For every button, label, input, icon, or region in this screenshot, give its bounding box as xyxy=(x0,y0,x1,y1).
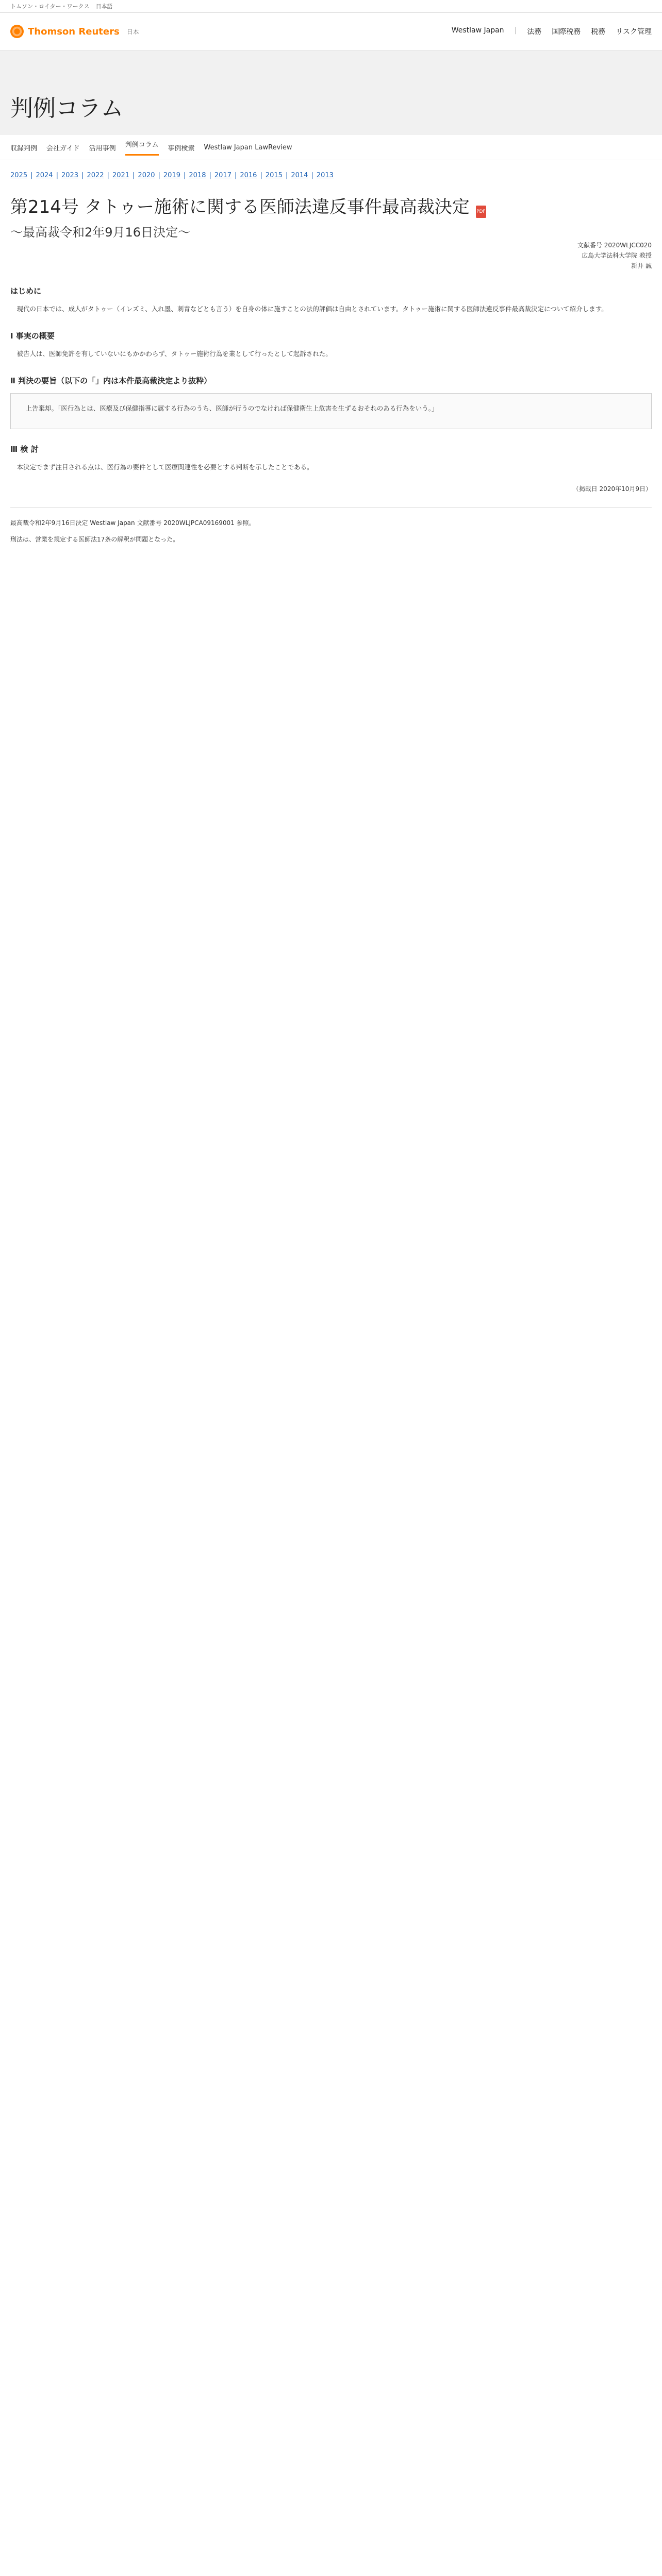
article xyxy=(0,188,662,545)
year-link[interactable]: 2016 xyxy=(240,172,257,179)
hero-banner xyxy=(0,50,662,135)
main-nav: Westlaw Japan | 法務 国際税務 税務 リスク管理 xyxy=(451,26,652,36)
section-heading: Ⅰ 事実の概要 xyxy=(10,331,55,341)
year-link[interactable]: 2022 xyxy=(87,172,104,179)
year-link[interactable]: 2019 xyxy=(163,172,180,179)
year-link[interactable]: 2018 xyxy=(189,172,206,179)
nav-westlaw[interactable]: Westlaw Japan xyxy=(451,26,504,35)
year-link[interactable]: 2015 xyxy=(265,172,283,179)
hero-title: 判例コラム xyxy=(10,95,124,122)
logo-icon xyxy=(10,25,24,38)
sub-navigation xyxy=(0,135,662,160)
publish-date: （掲載日 2020年10月9日） xyxy=(572,485,652,493)
brand-logo[interactable] xyxy=(10,25,120,38)
footnotes xyxy=(10,507,652,545)
paragraph: 本決定でまず注目される点は、医行為の要件として医療関連性を必要とする判断を示したことである。 xyxy=(16,463,313,471)
subnav-columns[interactable]: 判例コラム xyxy=(125,139,159,156)
year-link[interactable]: 2021 xyxy=(112,172,130,179)
top-bar xyxy=(0,0,662,13)
article-subtitle: 〜最高裁令和2年9月16日決定〜 xyxy=(10,225,191,240)
nav-risk[interactable]: リスク管理 xyxy=(616,28,652,36)
subnav-examples[interactable]: 活用事例 xyxy=(89,144,116,152)
paragraph: 被告人は、医師免許を有していないにもかかわらず、タトゥー施術行為を業として行ったとして起訴された。 xyxy=(16,350,332,358)
article-title: 第214号 タトゥー施術に関する医師法違反事件最高裁決定 xyxy=(10,197,470,217)
year-links: 2025 | 2024 | 2023 | 2022 | 2021 | 2020 | 2019 | 2018 | 2017 | 2016 | 2015 | 2014 | 2013 xyxy=(10,172,334,179)
section-heading: Ⅲ 検 討 xyxy=(10,445,39,454)
nav-tax[interactable]: 税務 xyxy=(591,28,606,36)
author-affiliation: 広島大学法科大学院 教授 xyxy=(582,252,652,259)
author-name: 新井 誠 xyxy=(631,262,652,269)
footnote: 最高裁令和2年9月16日決定 Westlaw Japan 文献番号 2020WLJPCA09169001 参照。 xyxy=(10,519,255,527)
topbar-link[interactable]: トムソン・ロイター・ワークス xyxy=(10,3,90,10)
brand-name: Thomson Reuters xyxy=(28,26,120,37)
section-heading: Ⅱ 判決の要旨（以下の「」内は本件最高裁決定より抜粋） xyxy=(10,376,212,385)
author-block xyxy=(10,240,652,271)
subnav-search[interactable]: 事例検索 xyxy=(168,144,195,152)
paragraph: 上告棄却。「医行為とは、医療及び保健指導に属する行為のうち、医師が行うのでなければ保健衛生上危害を生ずるおそれのある行為をいう。」 xyxy=(25,404,438,412)
document-number: 文献番号 2020WLJCC020 xyxy=(577,242,652,249)
year-link[interactable]: 2017 xyxy=(214,172,231,179)
subnav-cases[interactable]: 収録判例 xyxy=(10,144,38,152)
topbar-lang[interactable]: 日本語 xyxy=(95,3,113,10)
year-link[interactable]: 2013 xyxy=(316,172,334,179)
header xyxy=(0,13,662,50)
year-link[interactable]: 2023 xyxy=(61,172,79,179)
paragraph: 現代の日本では、成人がタトゥー（イレズミ、入れ墨、刺青などとも言う）を自身の体に施すことの法的評価は自由とされています。タトゥー施術に関する医師法違反事件最高裁決定について紹介します。 xyxy=(16,305,608,313)
year-link[interactable]: 2025 xyxy=(10,172,28,179)
header-lang[interactable]: 日本 xyxy=(126,28,139,36)
subnav-company[interactable]: 会社ガイド xyxy=(46,144,80,152)
section-heading: はじめに xyxy=(10,286,42,296)
year-link[interactable]: 2020 xyxy=(138,172,155,179)
year-link[interactable]: 2024 xyxy=(36,172,53,179)
year-link[interactable]: 2014 xyxy=(291,172,308,179)
subnav-lawreview[interactable]: Westlaw Japan LawReview xyxy=(204,143,292,151)
pdf-icon[interactable]: PDF xyxy=(476,206,486,218)
footnote: 刑法は、営業を規定する医師法17条の解釈が問題となった。 xyxy=(10,536,179,543)
nav-legal[interactable]: 法務 xyxy=(527,28,542,36)
quote-box xyxy=(10,393,652,429)
nav-international-tax[interactable]: 国際税務 xyxy=(552,28,581,36)
